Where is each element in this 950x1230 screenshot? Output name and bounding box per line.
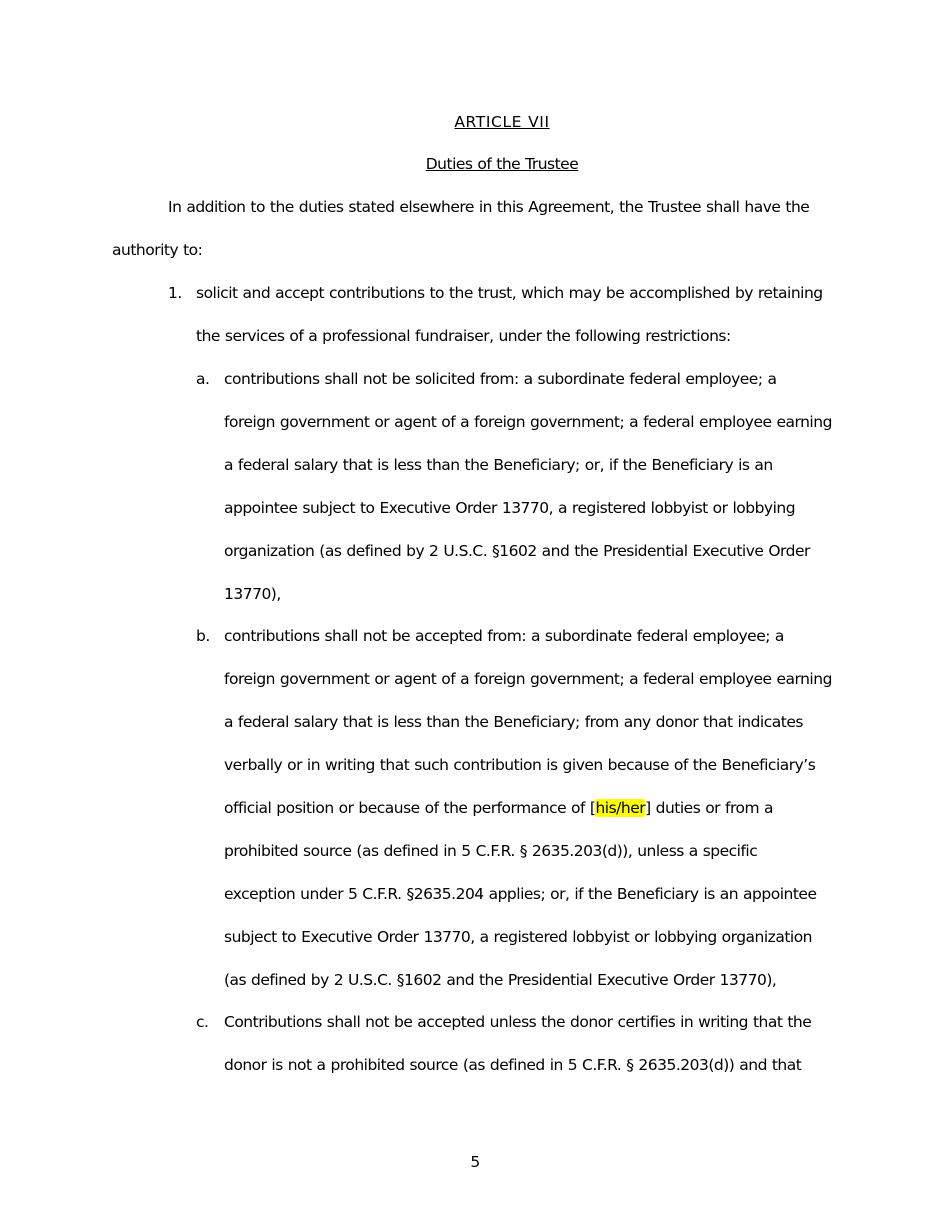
sub-item-b-line [224, 796, 773, 820]
sub-item-b-letter: b. [196, 627, 210, 645]
section-title: Duties of the Trustee [425, 155, 579, 173]
sub-item-c-letter: c. [196, 1013, 209, 1031]
sub-item-a-line: organization (as defined by 2 U.S.C. §1602 and the Presidential Executive Order [224, 542, 810, 560]
article-title: ARTICLE VII [454, 113, 550, 131]
sub-item-b-line: contributions shall not be accepted from: a subordinate federal employee; a [224, 627, 784, 645]
sub-item-a-line: contributions shall not be solicited from: a subordinate federal employee; a [224, 370, 777, 388]
sub-item-b-line: (as defined by 2 U.S.C. §1602 and the Presidential Executive Order 13770), [224, 971, 777, 989]
sub-item-c-line: donor is not a prohibited source (as defined in 5 C.F.R. § 2635.203(d)) and that [224, 1056, 802, 1074]
sub-item-a-line: a federal salary that is less than the Beneficiary; or, if the Beneficiary is an [224, 456, 773, 474]
sub-item-c-line: Contributions shall not be accepted unless the donor certifies in writing that the [224, 1013, 812, 1031]
sub-item-b-line: a federal salary that is less than the Beneficiary; from any donor that indicates [224, 713, 803, 731]
sub-item-b-line: prohibited source (as defined in 5 C.F.R. § 2635.203(d)), unless a specific [224, 842, 758, 860]
sub-item-b-text-after: ] duties or from a [645, 799, 773, 817]
sub-item-a-line: foreign government or agent of a foreign government; a federal employee earning [224, 413, 832, 431]
sub-item-a-line: appointee subject to Executive Order 13770, a registered lobbyist or lobbying [224, 499, 796, 517]
sub-item-b-line: exception under 5 C.F.R. §2635.204 applies; or, if the Beneficiary is an appointee [224, 885, 817, 903]
intro-line-2: authority to: [112, 241, 203, 259]
intro-line-1: In addition to the duties stated elsewhere in this Agreement, the Trustee shall have the [168, 198, 810, 216]
sub-item-b-text-before: official position or because of the performance of [ [224, 799, 596, 817]
sub-item-b-line: subject to Executive Order 13770, a registered lobbyist or lobbying organization [224, 928, 813, 946]
sub-item-a-line: 13770), [224, 585, 281, 603]
item-1-number: 1. [168, 284, 182, 302]
item-1-line: solicit and accept contributions to the trust, which may be accomplished by retaining [196, 284, 823, 302]
sub-item-a-letter: a. [196, 370, 210, 388]
highlighted-pronoun: his/her [595, 799, 646, 817]
sub-item-b-line: verbally or in writing that such contribution is given because of the Beneficiary’s [224, 756, 816, 774]
sub-item-b-line: foreign government or agent of a foreign government; a federal employee earning [224, 670, 832, 688]
page-number: 5 [470, 1153, 480, 1171]
item-1-line: the services of a professional fundraiser, under the following restrictions: [196, 327, 731, 345]
